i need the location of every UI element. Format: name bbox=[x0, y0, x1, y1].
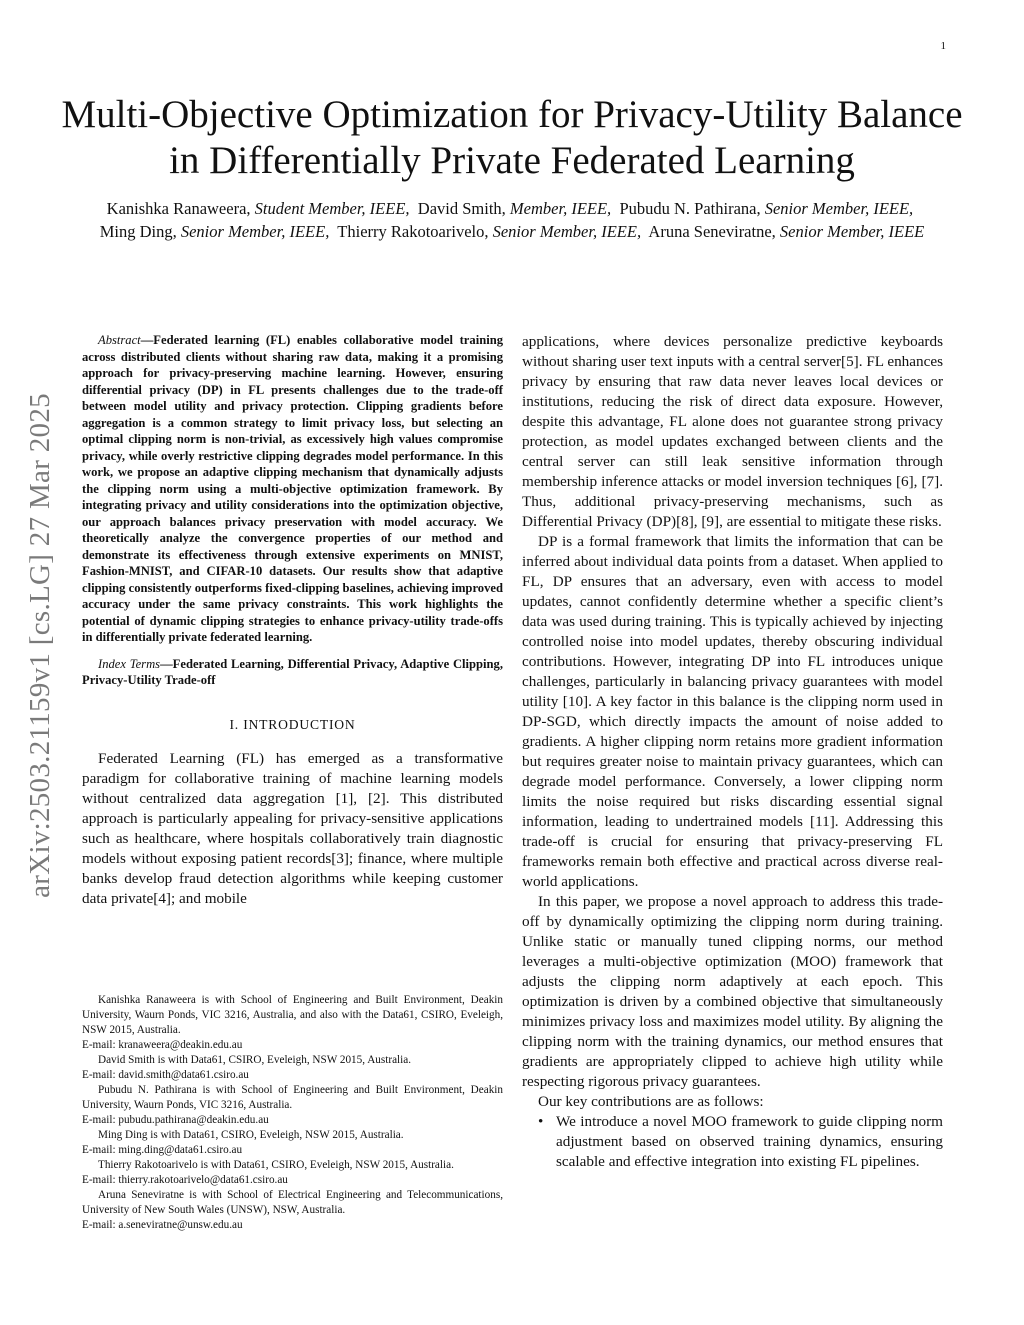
section-heading: I. INTRODUCTION bbox=[229, 716, 356, 732]
contribution-item bbox=[522, 1112, 943, 1172]
author-name: Aruna Seneviratne, bbox=[648, 222, 776, 241]
body-paragraph: applications, where devices personalize predictive keyboards without sharing user text inputs with a central server[5]. FL enhances privacy by ensuring that raw data never leaves local devices or institutions, reducing the risk of direct data exposure. However, despite this advantage, FL alone does not guarantee strong privacy protection, as model updates exchanged between clients and the central server can still leak sensitive information through membership inference attacks or model inversion techniques [6], [7]. Thus, additional privacy-preserving mechanisms, such as Differential Privacy (DP)[8], [9], are essential to mitigate these risks. bbox=[522, 333, 943, 530]
index-terms-text: —Federated Learning, Differential Privacy, Adaptive Clipping, Privacy-Utility Trade-off bbox=[82, 656, 503, 687]
footnote-email: E-mail: thierry.rakotoarivelo@data61.csiro.au bbox=[82, 1174, 288, 1186]
footnote-email: E-mail: ming.ding@data61.csiro.au bbox=[82, 1144, 243, 1156]
footnote: Pubudu N. Pathirana is with School of Engineering and Built Environment, Deakin University, Waurn Ponds, VIC 3216, Australia. bbox=[82, 1084, 503, 1111]
author-name: Thierry Rakotoarivelo, bbox=[337, 222, 489, 241]
index-terms bbox=[82, 656, 503, 689]
author-list bbox=[92, 197, 932, 243]
footnote: Thierry Rakotoarivelo is with Data61, CSIRO, Eveleigh, NSW 2015, Australia. bbox=[98, 1159, 454, 1171]
footnote: David Smith is with Data61, CSIRO, Eveleigh, NSW 2015, Australia. bbox=[98, 1054, 412, 1066]
abstract bbox=[82, 332, 503, 646]
author-role: Senior Member, IEEE, bbox=[764, 199, 914, 218]
contribution-text: We introduce a novel MOO framework to guide clipping norm adjustment based on observed training dynamics, ensuring scalable and effective integration into existing FL pipelines. bbox=[556, 1113, 943, 1170]
paper-title: Multi-Objective Optimization for Privacy-Utility Balance in Differentially Private Federated Learning bbox=[61, 93, 963, 182]
author-role: Senior Member, IEEE, bbox=[180, 222, 330, 241]
intro-paragraph: Federated Learning (FL) has emerged as a transformative paradigm for collaborative training of machine learning models without centralized data aggregation [1], [2]. This distributed approach is particularly appealing for privacy-sensitive applications such as healthcare, where hospitals collaboratively train diagnostic models without exposing patient records[3]; finance, where multiple banks develop fraud detection algorithms while keeping customer data private[4]; and mobile bbox=[82, 749, 503, 907]
arxiv-stamp bbox=[8, 345, 72, 945]
body-paragraph: Our key contributions are as follows: bbox=[538, 1093, 764, 1110]
arxiv-stamp-text: arXiv:2503.21159v1 [cs.LG] 27 Mar 2025 bbox=[23, 392, 56, 898]
author-role: Member, IEEE, bbox=[509, 199, 612, 218]
footnote: Kanishka Ranaweera is with School of Engineering and Built Environment, Deakin University, Waurn Ponds, VIC 3216, Australia, and also with the Data61, CSIRO, Eveleigh, NSW 2015, Australia. bbox=[82, 994, 503, 1036]
author-name: Ming Ding, bbox=[99, 222, 177, 241]
body-paragraph: DP is a formal framework that limits the information that can be inferred about individual data points from a dataset. When applied to FL, DP ensures that an adversary, even with access to model updates, cannot confidently determine whether a specific client’s data was used during training. This is typically achieved by injecting controlled noise into model updates, thereby obscuring individual contributions. However, integrating DP into FL introduces unique challenges, particularly in balancing privacy guarantees with model utility [10]. A key factor in this balance is the clipping norm used in DP-SGD, which directly impacts the amount of noise added to gradients. A higher clipping norm retains more gradient information but requires greater noise to maintain privacy guarantees, which can degrade model performance. Conversely, a lower clipping norm limits the noise required but risks discarding essential signal information, leading to undertrained models [11]. Addressing this trade-off is crucial for ensuring that privacy-preserving FL frameworks remain both effective and practical across diverse real-world applications. bbox=[522, 533, 943, 890]
footnote-email: E-mail: david.smith@data61.csiro.au bbox=[82, 1069, 249, 1081]
footnote-email: E-mail: kranaweera@deakin.edu.au bbox=[82, 1039, 243, 1051]
author-role: Senior Member, IEEE, bbox=[492, 222, 642, 241]
author-name: Pubudu N. Pathirana, bbox=[619, 199, 761, 218]
footnote-email: E-mail: a.seneviratne@unsw.edu.au bbox=[82, 1219, 243, 1231]
bullet-icon: • bbox=[538, 1113, 544, 1130]
footnote-email: E-mail: pubudu.pathirana@deakin.edu.au bbox=[82, 1114, 269, 1126]
index-terms-lead: Index Terms bbox=[98, 656, 161, 671]
author-footnotes bbox=[82, 993, 503, 1233]
page-number: 1 bbox=[940, 40, 946, 52]
right-column bbox=[522, 332, 943, 1172]
footnote: Ming Ding is with Data61, CSIRO, Eveleigh, NSW 2015, Australia. bbox=[98, 1129, 404, 1141]
author-role: Student Member, IEEE, bbox=[254, 199, 410, 218]
left-column bbox=[82, 332, 503, 909]
abstract-lead: Abstract bbox=[98, 333, 141, 347]
author-role: Senior Member, IEEE bbox=[779, 222, 925, 241]
author-name: Kanishka Ranaweera, bbox=[106, 199, 251, 218]
abstract-text: —Federated learning (FL) enables collaborative model training across distributed clients without sharing raw data, making it a promising approach for privacy-preserving machine learning. However, ensuring differential privacy (DP) in FL presents challenges due to the trade-off between model utility and privacy protection. Clipping gradients before aggregation is a common strategy to limit privacy loss, but selecting an optimal clipping norm is non-trivial, as excessively high values compromise privacy, while overly restrictive clipping degrades model performance. In this work, we propose an adaptive clipping mechanism that dynamically adjusts the clipping norm using a multi-objective optimization framework. By integrating privacy and utility considerations into the optimization objective, our approach balances privacy preservation with model accuracy. We theoretically analyze the convergence properties of our method and demonstrate its effectiveness through extensive experiments on MNIST, Fashion-MNIST, and CIFAR-10 datasets. Our results show that adaptive clipping consistently outperforms fixed-clipping baselines, achieving improved accuracy under the same privacy constraints. This work highlights the potential of dynamic clipping strategies to enhance privacy-utility trade-offs in differentially private federated learning. bbox=[82, 333, 503, 644]
author-name: David Smith, bbox=[417, 199, 506, 218]
footnote: Aruna Seneviratne is with School of Electrical Engineering and Telecommunications, University of New South Wales (UNSW), NSW, Australia. bbox=[82, 1189, 503, 1216]
body-paragraph: In this paper, we propose a novel approach to address this trade-off by dynamically optimizing the clipping norm during training. Unlike static or manually tuned clipping norms, our method leverages a multi-objective optimization (MOO) framework that adjusts the clipping norm adaptively at each epoch. This optimization is driven by a combined objective that simultaneously minimizes privacy loss and maximizes model utility. By aligning the clipping norm with the training dynamics, our method ensures that gradients are appropriately clipped to achieve high utility while respecting rigorous privacy guarantees. bbox=[522, 893, 943, 1090]
